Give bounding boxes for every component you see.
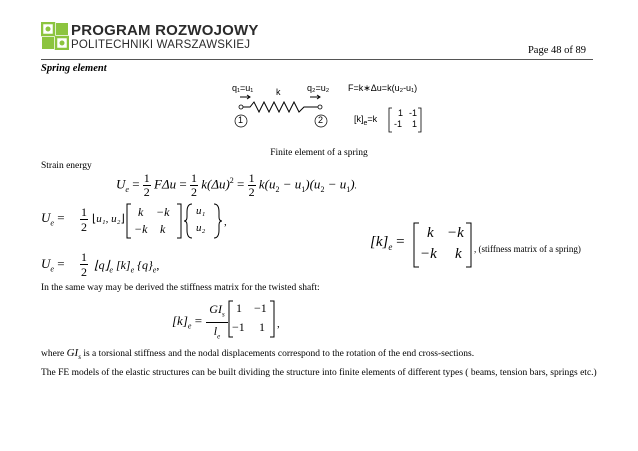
section-title: Spring element	[41, 63, 107, 74]
final-paragraph: The FE models of the elastic structures can be built dividing the structure into finite elements of different types ( beams, tension bars, springs etc.)	[41, 368, 597, 378]
shaft-m12: −1	[254, 301, 267, 315]
shaft-lhs: $[k]_e$ =	[172, 313, 203, 331]
element-matrix-m21: -1	[394, 119, 403, 129]
label-q2: q₂=u₂	[307, 83, 330, 93]
spring-drawing	[230, 93, 330, 133]
stiffness-m11: k	[427, 225, 434, 241]
element-matrix-m12: -1	[409, 108, 418, 118]
figure-caption: Finite element of a spring	[270, 148, 368, 158]
header-divider	[41, 59, 593, 60]
node-1-point	[239, 105, 243, 109]
node-2-point	[318, 105, 322, 109]
where-paragraph: where $GI_s$ is a torsional stiffness and the nodal displacements correspond to the rotation of the end cross-sections.	[41, 347, 475, 361]
shaft-comma: ,	[277, 318, 280, 330]
page-number: Page 48 of 89	[527, 45, 586, 56]
eq2-c1: u₁	[196, 205, 206, 217]
eq2-c2: u₂	[196, 222, 206, 234]
stiffness-lhs: $[k]_e$ =	[370, 234, 405, 252]
stiffness-m21: −k	[420, 246, 437, 262]
eq2-comma: ,	[224, 216, 227, 228]
shaft-m11: 1	[236, 301, 242, 315]
force-formula: F=k∗Δu=k(u₂-u₁)	[348, 83, 418, 93]
shaft-intro: In the same way may be derived the stiffness matrix for the twisted shaft:	[41, 283, 320, 293]
eq2-half: 1 2	[81, 205, 87, 234]
logo-icon	[41, 22, 69, 50]
element-matrix-m22: 1	[412, 119, 418, 129]
label-q1: q₁=u₁	[232, 83, 254, 93]
element-matrix-m11: 1	[398, 108, 404, 118]
eq2-m22: k	[160, 222, 166, 236]
logo-subtitle: POLITECHNIKI WARSZAWSKIEJ	[71, 39, 251, 51]
eq3-body: $⌊q⌋_e$ $[k]_e$ $\{q\}_e$,	[94, 258, 160, 275]
label-k: k	[276, 87, 281, 97]
strain-energy-label: Strain energy	[41, 161, 92, 171]
eq2-m11: k	[138, 205, 144, 219]
shaft-fraction: $GI_s$ $l_e$	[206, 301, 228, 345]
node-2-label: 2	[318, 115, 324, 125]
eq2-m21: −k	[134, 222, 148, 236]
shaft-m22: 1	[259, 320, 265, 334]
stiffness-note: , (stiffness matrix of a spring)	[474, 244, 581, 254]
stiffness-m12: −k	[447, 225, 464, 241]
eq2-row-vector: ⌊u₁, u₂⌋	[92, 213, 125, 225]
logo-title: PROGRAM ROZWOJOWY	[71, 22, 259, 39]
node-1-label: 1	[238, 115, 244, 125]
equation-matrix-form: $U_e$ =	[41, 210, 65, 228]
spring-coil	[243, 102, 318, 112]
shaft-m21: −1	[232, 320, 245, 334]
element-matrix-label: $[k]_e=k$	[354, 114, 378, 127]
stiffness-m22: k	[455, 246, 462, 262]
eq2-m12: −k	[156, 205, 170, 219]
equation-strain-energy: $U_e = \frac{1}{2}$ $F\Delta u = \frac{1}{2} k(\Delta u)^2 = \frac{1}{2} k(u_2 - u_1)(u_2 - u_1)$.	[116, 171, 357, 199]
eq3-half: 1 2	[81, 250, 87, 279]
equation-compact-form: $U_e$ =	[41, 256, 65, 274]
